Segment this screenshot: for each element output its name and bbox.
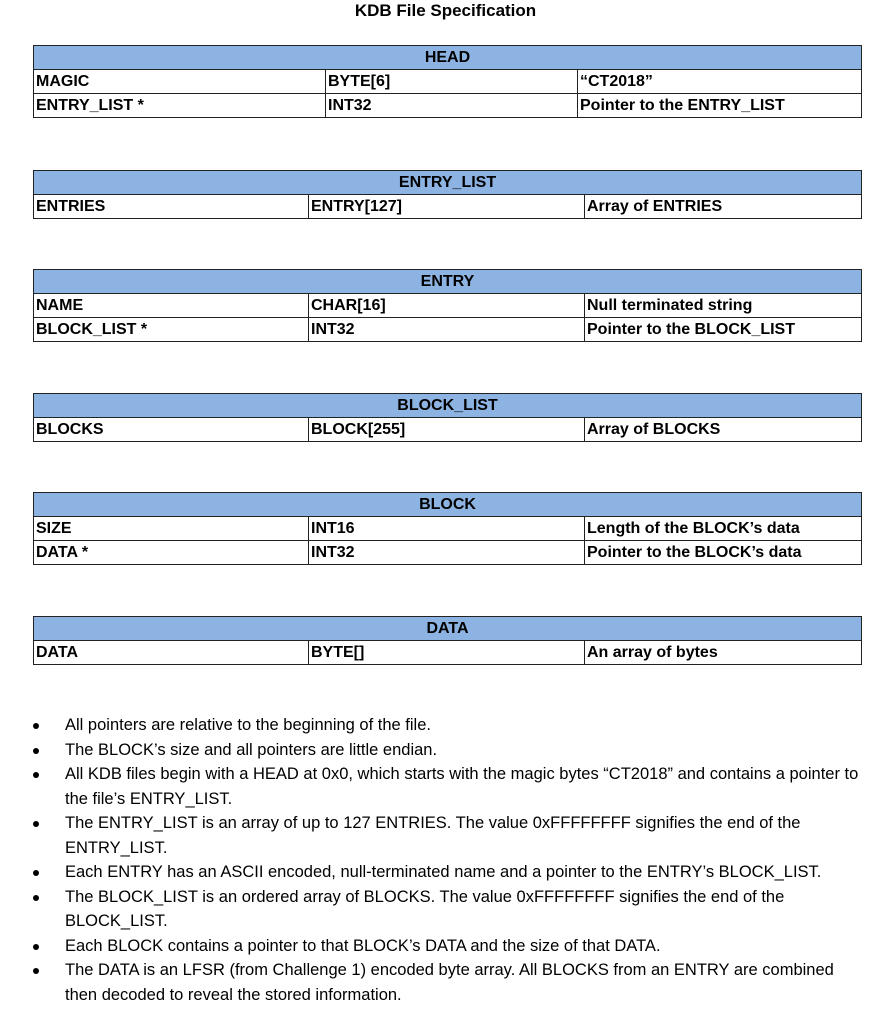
field-name-cell: DATA * [34,541,309,565]
table-row [34,641,862,665]
note-text: The DATA is an LFSR (from Challenge 1) encoded byte array. All BLOCKS from an ENTRY are combined then decoded to reveal the stored information. [65,961,834,1004]
note-text: The BLOCK’s size and all pointers are little endian. [65,740,438,759]
bullet-icon [33,895,39,901]
bullet-icon [33,772,39,778]
field-description-cell: “CT2018” [578,70,862,94]
field-type-cell: ENTRY[127] [309,195,585,219]
bullet-icon [33,870,39,876]
field-description-cell: Pointer to the BLOCK_LIST [585,318,862,342]
field-description-cell: Length of the BLOCK’s data [585,517,862,541]
field-name-cell: NAME [34,294,309,318]
bullet-icon [33,821,39,827]
list-item [33,958,863,1007]
list-item [33,713,863,738]
field-name-cell: ENTRY_LIST * [34,94,326,118]
spec-table-head [33,45,862,118]
page-title: KDB File Specification [354,1,537,20]
bullet-icon [33,723,39,729]
field-name-cell: MAGIC [34,70,326,94]
table-row [34,294,862,318]
bullet-icon [33,748,39,754]
field-description-cell: Pointer to the ENTRY_LIST [578,94,862,118]
spec-table-entry-list [33,170,862,219]
list-item [33,811,863,860]
list-item [33,885,863,934]
table-row [34,541,862,565]
list-item [33,934,863,959]
field-name-cell: ENTRIES [34,195,309,219]
table-row [34,318,862,342]
bullet-icon [33,968,39,974]
field-type-cell: CHAR[16] [309,294,585,318]
field-description-cell: Null terminated string [585,294,862,318]
table-header: BLOCK_LIST [34,394,862,418]
table-header: DATA [34,617,862,641]
table-row [34,195,862,219]
field-name-cell: BLOCK_LIST * [34,318,309,342]
note-text: All pointers are relative to the beginning of the file. [65,716,431,734]
table-row [34,418,862,442]
spec-table-block-list [33,393,862,442]
note-text: Each BLOCK contains a pointer to that BLOCK’s DATA and the size of that DATA. [65,936,661,955]
field-name-cell: SIZE [34,517,309,541]
field-type-cell: INT32 [309,541,585,565]
bullet-icon [33,944,39,950]
list-item [33,860,863,885]
table-header: BLOCK [34,493,862,517]
table-row [34,94,862,118]
spec-table-data [33,616,862,665]
notes-list [33,713,863,1007]
list-item [33,738,863,763]
field-description-cell: Pointer to the BLOCK’s data [585,541,862,565]
list-item [33,762,863,811]
field-type-cell: INT16 [309,517,585,541]
spec-table-block [33,492,862,565]
table-header: ENTRY [34,270,862,294]
note-text: Each ENTRY has an ASCII encoded, null-terminated name and a pointer to the ENTRY’s BLOCK_LIST. [65,863,822,881]
field-type-cell: INT32 [326,94,578,118]
table-header: ENTRY_LIST [34,171,862,195]
spec-table-entry [33,269,862,342]
field-description-cell: Array of BLOCKS [585,418,862,442]
note-text: All KDB files begin with a HEAD at 0x0, which starts with the magic bytes “CT2018” and contains a pointer to the file’s ENTRY_LIST. [65,765,859,808]
field-type-cell: BLOCK[255] [309,418,585,442]
field-type-cell: BYTE[6] [326,70,578,94]
field-description-cell: Array of ENTRIES [585,195,862,219]
note-text: The ENTRY_LIST is an array of up to 127 ENTRIES. The value 0xFFFFFFFF signifies the end of the ENTRY_LIST. [65,814,801,857]
field-name-cell: DATA [34,641,309,665]
note-text: The BLOCK_LIST is an ordered array of BLOCKS. The value 0xFFFFFFFF signifies the end of the BLOCK_LIST. [65,887,785,930]
table-header: HEAD [34,46,862,70]
field-type-cell: INT32 [309,318,585,342]
field-type-cell: BYTE[] [309,641,585,665]
field-name-cell: BLOCKS [34,418,309,442]
field-description-cell: An array of bytes [585,641,862,665]
table-row [34,70,862,94]
table-row [34,517,862,541]
